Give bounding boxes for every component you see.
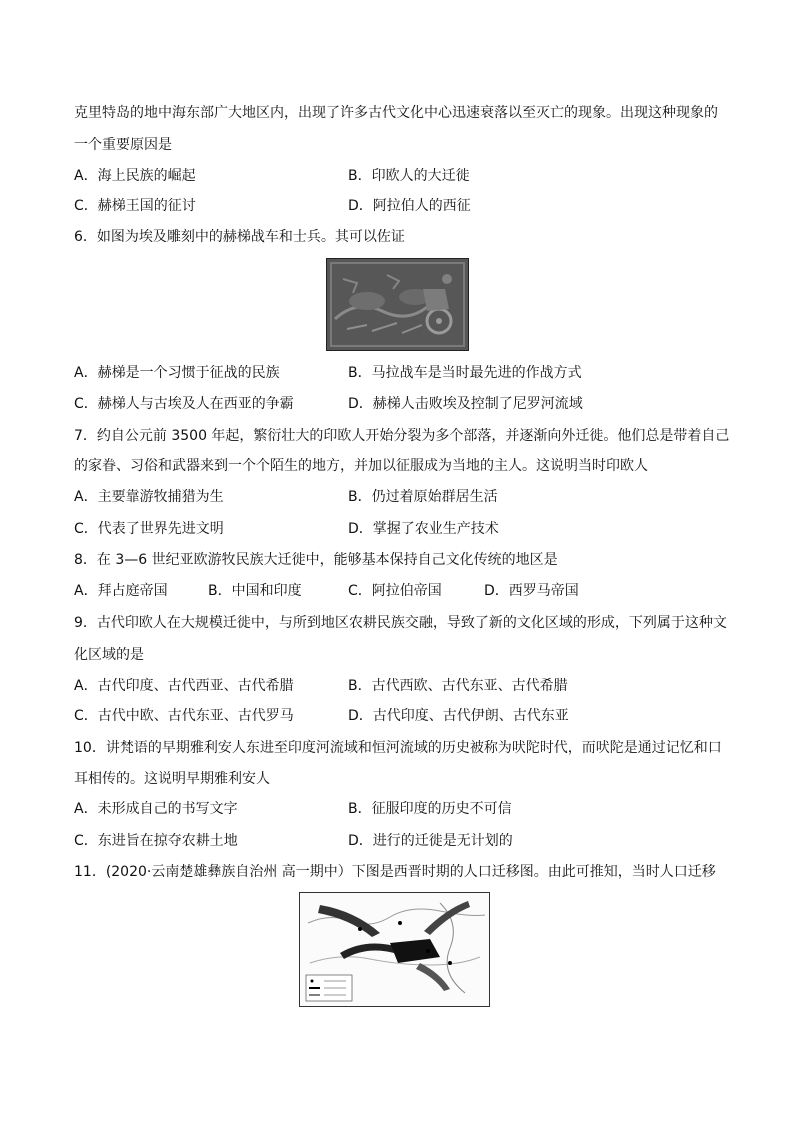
q10-option-d: D．进行的迁徙是无计划的: [348, 833, 513, 849]
q8-option-c: C．阿拉伯帝国: [348, 583, 442, 599]
hittite-chariot-relief-image: [326, 258, 469, 351]
q10-stem-line1: 10．讲梵语的早期雅利安人东进至印度河流域和恒河流域的历史被称为吠陀时代，而吠陀是通过记忆和口: [74, 740, 722, 756]
q5-option-b: B．印欧人的大迁徙: [348, 168, 470, 184]
q9-option-b: B．古代西欧、古代东亚、古代希腊: [348, 678, 568, 694]
q8-option-d: D．西罗马帝国: [484, 583, 579, 599]
q7-option-c: C．代表了世界先进文明: [74, 521, 224, 537]
q8-option-a: A．拜占庭帝国: [74, 583, 168, 599]
q7-option-b: B．仍过着原始群居生活: [348, 489, 498, 505]
q5-option-d: D．阿拉伯人的西征: [348, 198, 471, 214]
q10-option-a: A．未形成自己的书写文字: [74, 801, 238, 817]
population-migration-map-image: [299, 892, 490, 1007]
q8-stem: 8．在 3—6 世纪亚欧游牧民族大迁徙中，能够基本保持自己文化传统的地区是: [74, 552, 558, 568]
q9-stem-line1: 9．古代印欧人在大规模迁徙中，与所到地区农耕民族交融，导致了新的文化区域的形成，下列属于这种文: [74, 615, 727, 631]
q5-option-c: C．赫梯王国的征讨: [74, 198, 196, 214]
q7-stem-line2: 的家眷、习俗和武器来到一个个陌生的地方，并加以征服成为当地的主人。这说明当时印欧人: [74, 458, 648, 474]
q9-option-a: A．古代印度、古代西亚、古代希腊: [74, 678, 294, 694]
q7-option-d: D．掌握了农业生产技术: [348, 521, 499, 537]
q7-stem-line1: 7．约自公元前 3500 年起，繁衍壮大的印欧人开始分裂为多个部落，并逐渐向外迁徙。他们总是带着自己: [74, 428, 730, 444]
q6-option-b: B．马拉战车是当时最先进的作战方式: [348, 365, 582, 381]
q5-option-a: A．海上民族的崛起: [74, 168, 196, 184]
q7-option-a: A．主要靠游牧捕猎为生: [74, 489, 224, 505]
q8-option-b: B．中国和印度: [208, 583, 302, 599]
q5-stem-line2: 一个重要原因是: [74, 137, 172, 153]
q10-option-c: C．东进旨在掠夺农耕土地: [74, 833, 238, 849]
q10-stem-line2: 耳相传的。这说明早期雅利安人: [74, 771, 270, 787]
q10-option-b: B．征服印度的历史不可信: [348, 801, 512, 817]
q6-option-d: D．赫梯人击败埃及控制了尼罗河流域: [348, 396, 583, 412]
q6-option-a: A．赫梯是一个习惯于征战的民族: [74, 365, 280, 381]
q9-option-c: C．古代中欧、古代东亚、古代罗马: [74, 708, 294, 724]
q9-option-d: D．古代印度、古代伊朗、古代东亚: [348, 708, 569, 724]
q6-stem: 6．如图为埃及雕刻中的赫梯战车和士兵。其可以佐证: [74, 229, 405, 245]
q5-stem-line1: 克里特岛的地中海东部广大地区内，出现了许多古代文化中心迅速衰落以至灭亡的现象。出现这种现象的: [74, 105, 718, 121]
q9-stem-line2: 化区域的是: [74, 647, 144, 663]
q6-option-c: C．赫梯人与古埃及人在西亚的争霸: [74, 396, 294, 412]
q11-stem: 11．(2020·云南楚雄彝族自治州 高一期中）下图是西晋时期的人口迁移图。由此可推知，当时人口迁移: [74, 864, 716, 880]
